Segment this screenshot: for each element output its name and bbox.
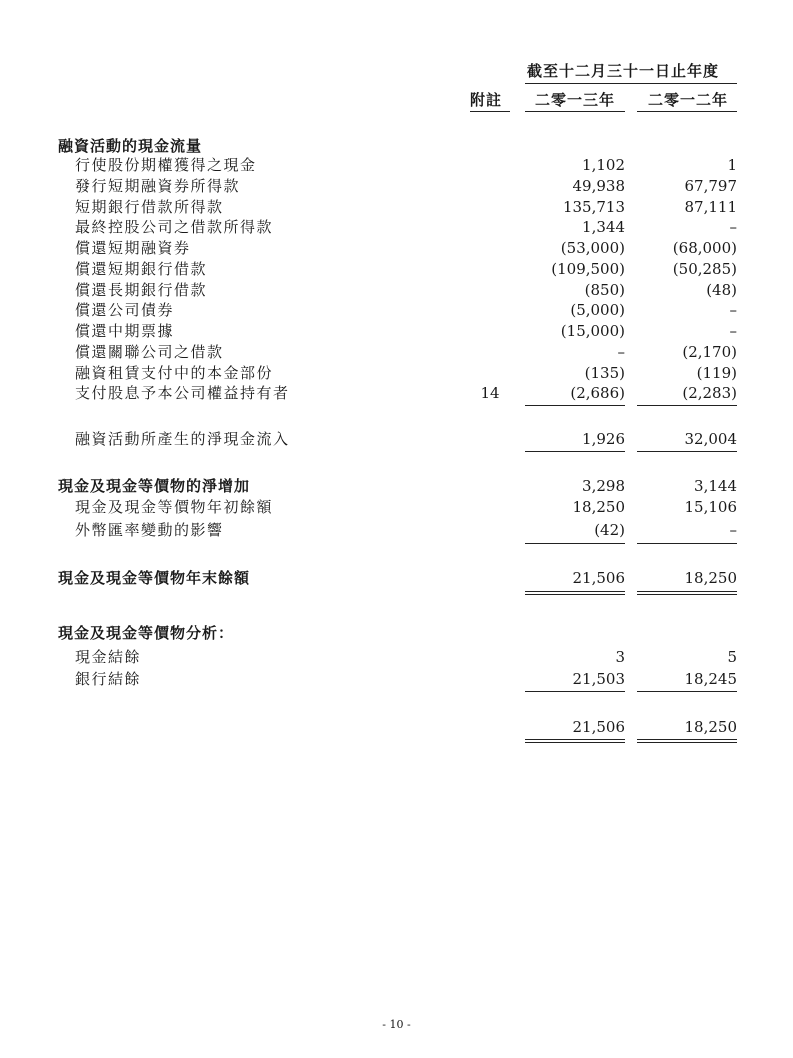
table-row (0, 383, 793, 403)
row-value-2013: (15,000) (560, 322, 625, 340)
row-value-2012: (2,283) (682, 384, 737, 402)
section-heading: 現金及現金等價物分析： (58, 624, 235, 642)
row-label: 償還短期融資券 (75, 239, 191, 257)
row-label: 銀行結餘 (75, 670, 142, 688)
table-row (0, 197, 793, 217)
table-row (0, 669, 793, 689)
row-label: 融資活動所產生的淨現金流入 (75, 430, 290, 448)
row-value-2012: 5 (727, 648, 737, 666)
row-value-2013: – (617, 343, 625, 361)
net-increase-subtotal-line-2012 (637, 543, 737, 544)
row-value-2012: – (729, 521, 737, 539)
table-row (0, 429, 793, 449)
row-label: 償還公司債券 (75, 301, 175, 319)
table-row (0, 623, 793, 643)
period-header: 截至十二月三十一日止年度 (527, 62, 720, 80)
row-label: 短期銀行借款所得款 (75, 198, 224, 216)
table-row (0, 217, 793, 237)
row-value-2012: (50,285) (672, 260, 737, 278)
table-row (0, 497, 793, 517)
year-2012-column-header: 二零一二年 (648, 91, 729, 109)
period-header-underline (525, 83, 737, 84)
row-label: 支付股息予本公司權益持有者 (75, 384, 290, 402)
row-value-2012: – (729, 301, 737, 319)
row-note: 14 (480, 384, 500, 402)
year-2013-header-underline (525, 111, 625, 112)
row-value-2013: (109,500) (551, 260, 625, 278)
row-value-2013: (850) (584, 281, 625, 299)
row-value-2013: (2,686) (570, 384, 625, 402)
year-end-double-line-2012 (637, 591, 737, 595)
section-heading: 現金及現金等價物的淨增加 (58, 477, 251, 495)
section-heading: 現金及現金等價物年末餘額 (58, 569, 251, 587)
year-2012-header-underline (637, 111, 737, 112)
row-label: 外幣匯率變動的影響 (75, 521, 224, 539)
table-row (0, 568, 793, 588)
table-row (0, 363, 793, 383)
analysis-subtotal-line-2013 (525, 691, 625, 692)
row-value-2013: 3 (615, 648, 625, 666)
row-value-2012: (48) (706, 281, 737, 299)
financing-subtotal-line-2013 (525, 405, 625, 406)
table-total-row (0, 717, 793, 737)
row-label: 現金結餘 (75, 648, 142, 666)
row-value-2013: 21,506 (572, 569, 625, 587)
row-label: 償還中期票據 (75, 322, 175, 340)
row-value-2013: (5,000) (570, 301, 625, 319)
row-value-2012: 67,797 (684, 177, 737, 195)
row-value-2013: (53,000) (560, 239, 625, 257)
row-value-2013: 3,298 (582, 477, 625, 495)
row-value-2013: 1,344 (582, 218, 625, 236)
row-value-2013: 18,250 (572, 498, 625, 516)
financing-subtotal-line-2012 (637, 405, 737, 406)
row-value-2012: – (729, 322, 737, 340)
row-value-2013: 1,926 (582, 430, 625, 448)
table-row (0, 520, 793, 540)
row-value-2013: 1,102 (582, 156, 625, 174)
table-row (0, 155, 793, 175)
row-value-2012: (68,000) (672, 239, 737, 257)
row-label: 償還短期銀行借款 (75, 260, 208, 278)
row-value-2012: (119) (696, 364, 737, 382)
table-row (0, 280, 793, 300)
table-row (0, 476, 793, 496)
row-value-2013: (42) (594, 521, 625, 539)
row-value-2012: 18,250 (684, 569, 737, 587)
row-label: 最終控股公司之借款所得款 (75, 218, 274, 236)
table-row (0, 300, 793, 320)
table-row (0, 136, 793, 156)
row-value-2012: 15,106 (684, 498, 737, 516)
row-value-2013: 21,506 (572, 718, 625, 736)
row-value-2012: 87,111 (684, 198, 737, 216)
row-value-2013: 135,713 (562, 198, 625, 216)
year-2013-column-header: 二零一三年 (535, 91, 616, 109)
note-header-underline (470, 111, 510, 112)
page-number: - 10 - (382, 1018, 411, 1031)
row-value-2013: 49,938 (572, 177, 625, 195)
row-value-2012: – (729, 218, 737, 236)
section-heading: 融資活動的現金流量 (58, 137, 203, 155)
table-row (0, 259, 793, 279)
analysis-subtotal-line-2012 (637, 691, 737, 692)
table-row (0, 176, 793, 196)
table-row (0, 238, 793, 258)
financing-total-line-2013 (525, 451, 625, 452)
row-label: 行使股份期權獲得之現金 (75, 156, 257, 174)
row-value-2013: 21,503 (572, 670, 625, 688)
table-row (0, 647, 793, 667)
analysis-double-line-2013 (525, 739, 625, 743)
financing-total-line-2012 (637, 451, 737, 452)
row-label: 發行短期融資券所得款 (75, 177, 241, 195)
row-label: 融資租賃支付中的本金部份 (75, 364, 274, 382)
table-row (0, 321, 793, 341)
row-label: 現金及現金等價物年初餘額 (75, 498, 274, 516)
year-end-double-line-2013 (525, 591, 625, 595)
row-label: 償還關聯公司之借款 (75, 343, 224, 361)
row-label: 償還長期銀行借款 (75, 281, 208, 299)
table-row (0, 342, 793, 362)
row-value-2012: 1 (727, 156, 737, 174)
row-value-2012: 32,004 (684, 430, 737, 448)
note-column-header: 附註 (470, 91, 503, 109)
row-value-2012: 3,144 (694, 477, 737, 495)
analysis-double-line-2012 (637, 739, 737, 743)
row-value-2012: 18,250 (684, 718, 737, 736)
net-increase-subtotal-line-2013 (525, 543, 625, 544)
row-value-2012: 18,245 (684, 670, 737, 688)
row-value-2013: (135) (584, 364, 625, 382)
row-value-2012: (2,170) (682, 343, 737, 361)
